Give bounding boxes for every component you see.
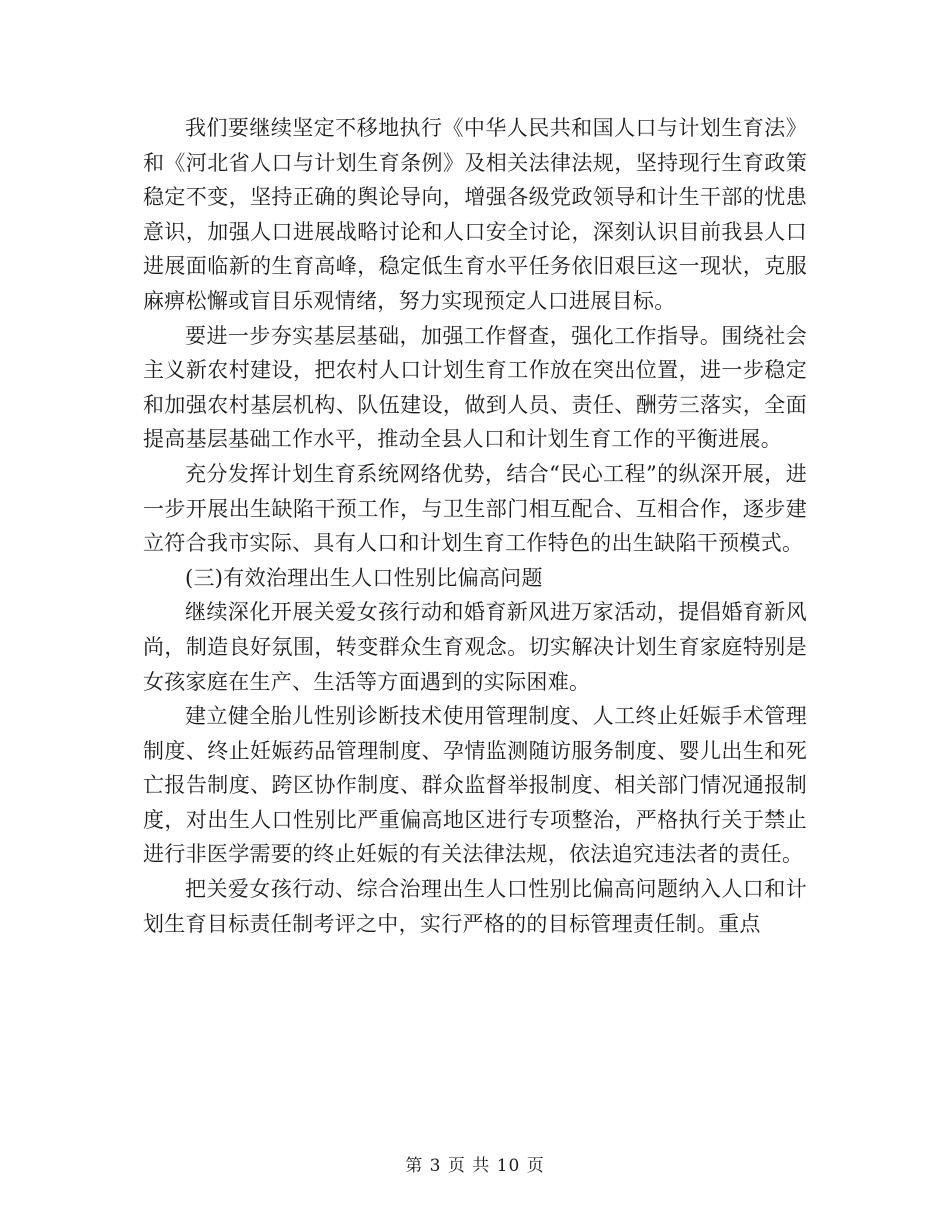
paragraph-responsibility-system: 把关爱女孩行动、综合治理出生人口性别比偏高问题纳入人口和计划生育目标责任制考评之中，实行严格的的目标管理责任制。重点: [143, 877, 807, 936]
document-body: [143, 111, 807, 941]
paragraph-management-systems: 建立健全胎儿性别诊断技术使用管理制度、人工终止妊娠手术管理制度、终止妊娠药品管理制度、孕情监测随访服务制度、婴儿出生和死亡报告制度、跨区协作制度、群众监督举报制度、相关部门情况通报制度，对出生人口性别比严重偏高地区进行专项整治，严格执行关于禁止进行非医学需要的终止妊娠的有关法律法规，依法追究违法者的责任。: [143, 704, 807, 867]
section-heading-sex-ratio: (三)有效治理出生人口性别比偏高问题: [185, 565, 543, 590]
paragraph-care-for-girls: 继续深化开展关爱女孩行动和婚育新风进万家活动，提倡婚育新风尚，制造良好氛围，转变群众生育观念。切实解决计划生育家庭特别是女孩家庭在生产、生活等方面遇到的实际困难。: [143, 600, 807, 694]
paragraph-birth-defect-intervention: 充分发挥计划生育系统网络优势，结合“民心工程”的纵深开展，进一步开展出生缺陷干预工作，与卫生部门相互配合、互相合作，逐步建立符合我市实际、具有人口和计划生育工作特色的出生缺陷干预模式。: [143, 461, 807, 556]
paragraph-policy-enforcement: 我们要继续坚定不移地执行《中华人民共和国人口与计划生育法》和《河北省人口与计划生育条例》及相关法律法规，坚持现行生育政策稳定不变，坚持正确的舆论导向，增强各级党政领导和计生干部的忧患意识，加强人口进展战略讨论和人口安全讨论，深刻认识目前我县人口进展面临新的生育高峰，稳定低生育水平任务依旧艰巨这一现状，克服麻痹松懈或盲目乐观情绪，努力实现预定人口进展目标。: [143, 116, 807, 313]
paragraph-grassroots-foundation: 要进一步夯实基层基础，加强工作督查，强化工作指导。围绕社会主义新农村建设，把农村人口计划生育工作放在突出位置，进一步稳定和加强农村基层机构、队伍建设，做到人员、责任、酬劳三落实，全面提高基层基础工作水平，推动全县人口和计划生育工作的平衡进展。: [143, 323, 807, 452]
page-number-footer: 第 3 页 共 10 页: [405, 1156, 545, 1176]
